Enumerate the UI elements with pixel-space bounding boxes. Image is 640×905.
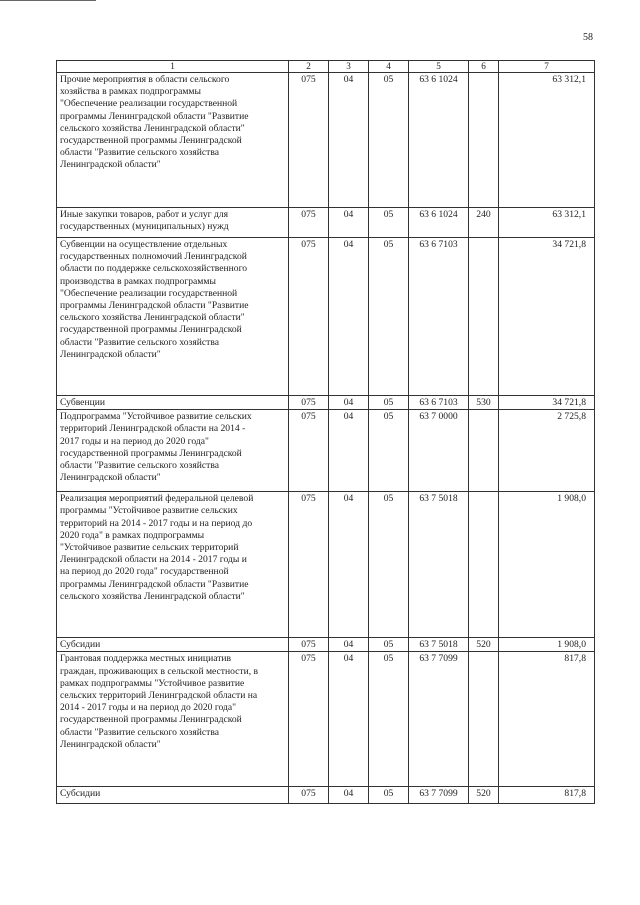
expense-type-cell bbox=[469, 238, 499, 396]
expense-type-cell: 240 bbox=[469, 208, 499, 238]
section-code-cell: 04 bbox=[329, 208, 369, 238]
expense-type-cell bbox=[469, 652, 499, 787]
column-header: 5 bbox=[409, 61, 469, 73]
page-number: 58 bbox=[583, 32, 593, 43]
target-article-cell: 63 6 1024 bbox=[409, 73, 469, 208]
table-row bbox=[57, 652, 595, 787]
column-header: 7 bbox=[499, 61, 595, 73]
table-row bbox=[57, 208, 595, 238]
target-article-cell: 63 7 7099 bbox=[409, 787, 469, 804]
expense-type-cell: 520 bbox=[469, 787, 499, 804]
subsection-code-cell: 05 bbox=[369, 73, 409, 208]
table-row bbox=[57, 638, 595, 652]
item-name-cell: Прочие мероприятия в области сельского хозяйства в рамках подпрограммы "Обеспечение реализации государственной программы Ленинградской области "Развитие сельского хозяйства Ленинградской области" государственной программы Ленинградской области "Развитие сельского хозяйства Ленинградской области" bbox=[57, 73, 289, 208]
section-code-cell: 04 bbox=[329, 396, 369, 410]
ministry-code-cell: 075 bbox=[289, 492, 329, 638]
section-code-cell: 04 bbox=[329, 638, 369, 652]
ministry-code-cell: 075 bbox=[289, 238, 329, 396]
subsection-code-cell: 05 bbox=[369, 638, 409, 652]
subsection-code-cell: 05 bbox=[369, 208, 409, 238]
target-article-cell: 63 7 5018 bbox=[409, 638, 469, 652]
target-article-cell: 63 7 7099 bbox=[409, 652, 469, 787]
section-code-cell: 04 bbox=[329, 492, 369, 638]
table-header-row bbox=[57, 61, 595, 73]
item-name-cell: Субсидии bbox=[57, 638, 289, 652]
expense-type-cell bbox=[469, 73, 499, 208]
subsection-code-cell: 05 bbox=[369, 410, 409, 492]
section-code-cell: 04 bbox=[329, 652, 369, 787]
expense-type-cell: 520 bbox=[469, 638, 499, 652]
item-name-cell: Подпрограмма "Устойчивое развитие сельских территорий Ленинградской области на 2014 - 2017 годы и на период до 2020 года" государственной программы Ленинградской области "Развитие сельского хозяйства Ленинградской области" bbox=[57, 410, 289, 492]
column-header: 1 bbox=[57, 61, 289, 73]
expense-type-cell bbox=[469, 410, 499, 492]
amount-cell: 63 312,1 bbox=[499, 73, 595, 208]
ministry-code-cell: 075 bbox=[289, 396, 329, 410]
ministry-code-cell: 075 bbox=[289, 73, 329, 208]
column-header: 6 bbox=[469, 61, 499, 73]
budget-table-container bbox=[56, 60, 594, 804]
table-row bbox=[57, 73, 595, 208]
amount-cell: 63 312,1 bbox=[499, 208, 595, 238]
subsection-code-cell: 05 bbox=[369, 492, 409, 638]
table-row bbox=[57, 492, 595, 638]
target-article-cell: 63 6 1024 bbox=[409, 208, 469, 238]
item-name-cell: Грантовая поддержка местных инициатив граждан, проживающих в сельской местности, в рамках подпрограммы "Устойчивое развитие сельских территорий Ленинградской области на 2014 - 2017 годы и на период до 2020 года" государственной программы Ленинградской области "Развитие сельского хозяйства Ленинградской области" bbox=[57, 652, 289, 787]
amount-cell: 34 721,8 bbox=[499, 238, 595, 396]
ministry-code-cell: 075 bbox=[289, 652, 329, 787]
target-article-cell: 63 7 5018 bbox=[409, 492, 469, 638]
expense-type-cell: 530 bbox=[469, 396, 499, 410]
item-name-cell: Субвенции на осуществление отдельных государственных полномочий Ленинградской области по поддержке сельскохозяйственного производства в рамках подпрограммы "Обеспечение реализации государственной программы Ленинградской области "Развитие сельского хозяйства Ленинградской области" государственной программы Ленинградской области "Развитие сельского хозяйства Ленинградской области" bbox=[57, 238, 289, 396]
amount-cell: 1 908,0 bbox=[499, 492, 595, 638]
item-name-cell: Субвенции bbox=[57, 396, 289, 410]
table-row bbox=[57, 410, 595, 492]
target-article-cell: 63 7 0000 bbox=[409, 410, 469, 492]
subsection-code-cell: 05 bbox=[369, 652, 409, 787]
subsection-code-cell: 05 bbox=[369, 396, 409, 410]
amount-cell: 2 725,8 bbox=[499, 410, 595, 492]
section-code-cell: 04 bbox=[329, 787, 369, 804]
table-row bbox=[57, 238, 595, 396]
subsection-code-cell: 05 bbox=[369, 787, 409, 804]
top-edge-mark bbox=[0, 0, 96, 1]
section-code-cell: 04 bbox=[329, 410, 369, 492]
ministry-code-cell: 075 bbox=[289, 787, 329, 804]
section-code-cell: 04 bbox=[329, 238, 369, 396]
item-name-cell: Реализация мероприятий федеральной целевой программы "Устойчивое развитие сельских территорий на 2014 - 2017 годы и на период до 2020 года" в рамках подпрограммы "Устойчивое развитие сельских территорий Ленинградской области на 2014 - 2017 годы и на период до 2020 года" государственной программы Ленинградской области "Развитие сельского хозяйства Ленинградской области" bbox=[57, 492, 289, 638]
expense-type-cell bbox=[469, 492, 499, 638]
amount-cell: 817,8 bbox=[499, 787, 595, 804]
budget-table bbox=[56, 60, 595, 804]
table-row bbox=[57, 396, 595, 410]
item-name-cell: Иные закупки товаров, работ и услуг для государственных (муниципальных) нужд bbox=[57, 208, 289, 238]
column-header: 3 bbox=[329, 61, 369, 73]
target-article-cell: 63 6 7103 bbox=[409, 396, 469, 410]
ministry-code-cell: 075 bbox=[289, 410, 329, 492]
amount-cell: 817,8 bbox=[499, 652, 595, 787]
ministry-code-cell: 075 bbox=[289, 208, 329, 238]
amount-cell: 1 908,0 bbox=[499, 638, 595, 652]
section-code-cell: 04 bbox=[329, 73, 369, 208]
target-article-cell: 63 6 7103 bbox=[409, 238, 469, 396]
table-row bbox=[57, 787, 595, 804]
column-header: 4 bbox=[369, 61, 409, 73]
subsection-code-cell: 05 bbox=[369, 238, 409, 396]
column-header: 2 bbox=[289, 61, 329, 73]
item-name-cell: Субсидии bbox=[57, 787, 289, 804]
ministry-code-cell: 075 bbox=[289, 638, 329, 652]
amount-cell: 34 721,8 bbox=[499, 396, 595, 410]
